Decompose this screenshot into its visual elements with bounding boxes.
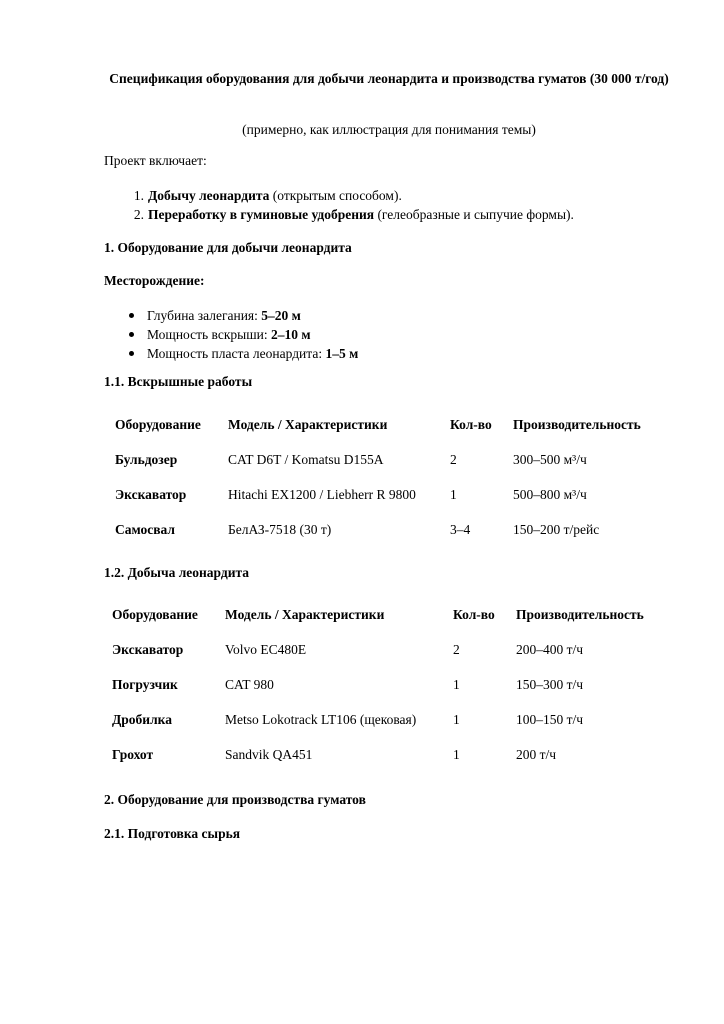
table-cell: 1 xyxy=(453,746,460,762)
list-item-bold: Добычу леонардита xyxy=(148,188,270,203)
deposit-value: 5–20 м xyxy=(261,308,301,323)
list-item xyxy=(147,306,358,325)
list-item xyxy=(147,344,358,363)
table-row xyxy=(115,442,663,477)
table-cell: 1 xyxy=(453,711,460,727)
table-row xyxy=(112,702,666,737)
table-cell: CAT D6T / Komatsu D155A xyxy=(228,451,384,467)
table-cell: 1 xyxy=(450,486,457,502)
list-item xyxy=(133,186,574,205)
table-cell: Sandvik QA451 xyxy=(225,746,313,762)
deposit-label: Глубина залегания: xyxy=(147,308,262,323)
project-list xyxy=(133,186,574,224)
deposit-list xyxy=(147,306,358,363)
table-cell: Грохот xyxy=(112,746,154,762)
table-cell: 2 xyxy=(450,451,457,467)
section-heading: 2.1. Подготовка сырья xyxy=(104,826,241,841)
bullet-icon xyxy=(129,351,134,356)
bullet-icon xyxy=(129,313,134,318)
deposit-value: 1–5 м xyxy=(325,346,359,361)
list-number: 2. xyxy=(133,207,144,222)
table-cell: Экскаватор xyxy=(112,641,184,657)
table-row xyxy=(115,477,663,512)
table-cell: 300–500 м³/ч xyxy=(513,451,587,467)
intro-text: Проект включает: xyxy=(104,153,207,168)
table-cell: 100–150 т/ч xyxy=(516,711,584,727)
table-cell: CAT 980 xyxy=(225,676,274,692)
table-cell: Metso Lokotrack LT106 (щековая) xyxy=(225,711,417,727)
table-header: Модель / Характеристики xyxy=(225,607,385,622)
table-cell: 150–300 т/ч xyxy=(516,676,584,692)
table-header: Модель / Характеристики xyxy=(228,417,388,432)
list-item xyxy=(133,205,574,224)
table-cell: Бульдозер xyxy=(115,451,178,467)
table-cell: Самосвал xyxy=(115,521,175,537)
table-cell: Экскаватор xyxy=(115,486,187,502)
deposit-heading: Месторождение: xyxy=(104,273,205,288)
deposit-label: Мощность пласта леонардита: xyxy=(147,346,326,361)
table-cell: 200–400 т/ч xyxy=(516,641,584,657)
list-item-rest: (гелеобразные и сыпучие формы). xyxy=(374,207,574,222)
table-header: Оборудование xyxy=(112,607,198,622)
table-row xyxy=(112,632,666,667)
table-cell: Дробилка xyxy=(112,711,172,727)
table-header: Кол-во xyxy=(450,417,492,432)
list-item-bold: Переработку в гуминовые удобрения xyxy=(148,207,375,222)
section-heading: 2. Оборудование для производства гуматов xyxy=(104,792,366,807)
deposit-value: 2–10 м xyxy=(270,327,311,342)
equipment-table-overburden xyxy=(115,408,663,547)
deposit-label: Мощность вскрыши: xyxy=(147,327,271,342)
table-cell: 500–800 м³/ч xyxy=(513,486,587,502)
section-heading: 1. Оборудование для добычи леонардита xyxy=(104,240,352,255)
table-cell: 150–200 т/рейс xyxy=(513,521,600,537)
list-item xyxy=(147,325,358,344)
table-cell: 1 xyxy=(453,676,460,692)
table-header: Оборудование xyxy=(115,417,201,432)
table-cell: 200 т/ч xyxy=(516,746,557,762)
equipment-table-mining xyxy=(112,598,666,772)
bullet-icon xyxy=(129,332,134,337)
section-heading: 1.2. Добыча леонардита xyxy=(104,565,250,580)
document-subtitle: (примерно, как иллюстрация для понимания темы) xyxy=(242,122,536,137)
table-header: Производительность xyxy=(516,607,644,622)
table-cell: Погрузчик xyxy=(112,676,178,692)
table-cell: БелАЗ-7518 (30 т) xyxy=(228,521,332,537)
table-row xyxy=(112,737,666,772)
table-row xyxy=(112,667,666,702)
table-header: Кол-во xyxy=(453,607,495,622)
table-header-row xyxy=(115,408,663,442)
table-header: Производительность xyxy=(513,417,641,432)
list-number: 1. xyxy=(133,188,144,203)
table-row xyxy=(115,512,663,547)
section-heading: 1.1. Вскрышные работы xyxy=(104,374,253,389)
document-title: Спецификация оборудования для добычи леонардита и производства гуматов (30 000 т/год) xyxy=(109,71,669,86)
list-item-rest: (открытым способом). xyxy=(269,188,402,203)
table-cell: 2 xyxy=(453,641,460,657)
table-cell: Hitachi EX1200 / Liebherr R 9800 xyxy=(228,486,416,502)
table-header-row xyxy=(112,598,666,632)
table-cell: Volvo EC480E xyxy=(225,641,307,657)
table-cell: 3–4 xyxy=(450,521,471,537)
